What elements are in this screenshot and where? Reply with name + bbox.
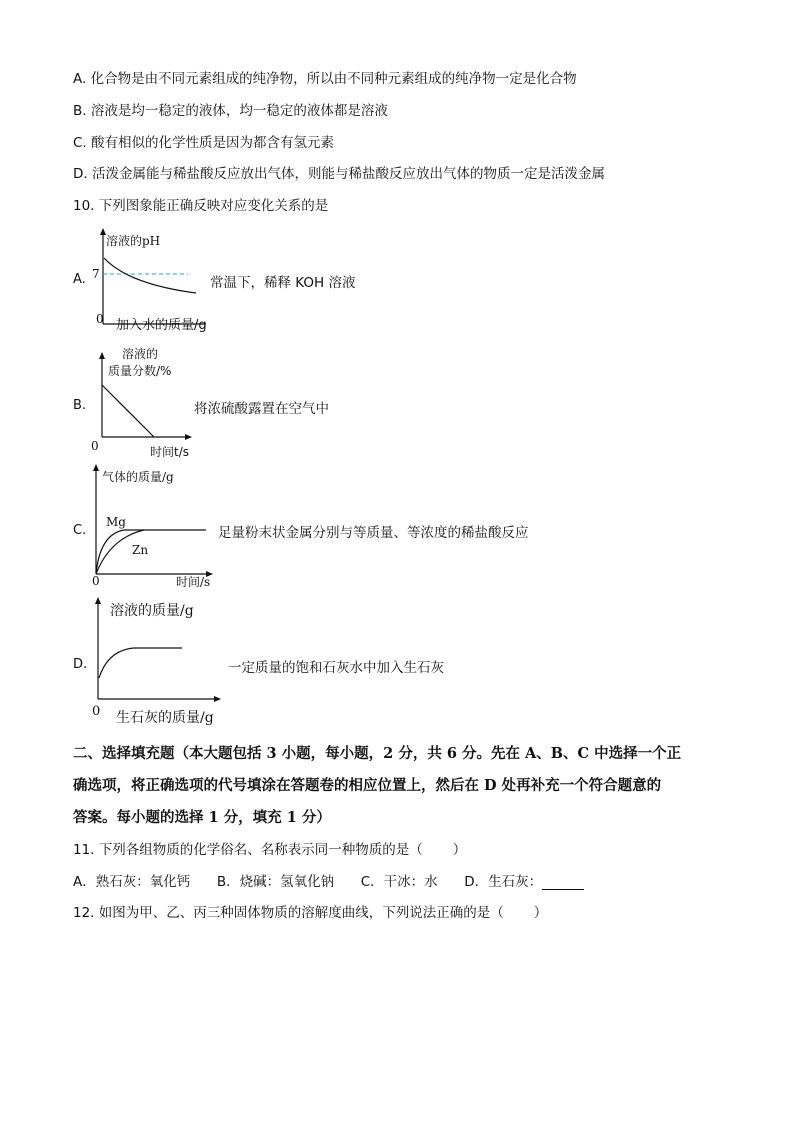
q12-stem — [73, 901, 547, 921]
q10-option-c-desc: 足量粉末状金属分别与等质量、等浓度的稀盐酸反应 — [218, 525, 529, 541]
graph-b-line — [102, 385, 154, 437]
graph-d-xlabel: 生石灰的质量/g — [116, 710, 214, 726]
q11-option-c: C．干冰：水 — [360, 874, 438, 890]
q10-option-d-desc: 一定质量的饱和石灰水中加入生石灰 — [228, 660, 444, 676]
q11-stem — [73, 838, 466, 858]
q11-option-b: B．烧碱：氢氧化钠 — [216, 874, 335, 890]
graph-a-xlabel: 加入水的质量/g — [116, 318, 207, 333]
graph-b-origin: 0 — [91, 439, 99, 453]
graph-a-curve — [104, 258, 196, 293]
graph-d-origin: 0 — [92, 704, 101, 719]
q9-option-b: B. 溶液是均一稳定的液体，均一稳定的液体都是溶液 — [73, 103, 388, 119]
graph-b-ylabel-2: 质量分数/% — [108, 364, 172, 378]
q9-option-d: D. 活泼金属能与稀盐酸反应放出气体，则能与稀盐酸反应放出气体的物质一定是活泼金属 — [73, 166, 605, 182]
graph-c-origin: 0 — [92, 574, 100, 588]
graph-b-xlabel: 时间t/s — [150, 445, 190, 459]
graph-d-ylabel: 溶液的质量/g — [110, 603, 194, 619]
graph-c-label-zn: Zn — [132, 543, 149, 557]
graph-d-y-arrow — [95, 597, 101, 604]
q10-option-b-desc: 将浓硫酸露置在空气中 — [194, 401, 329, 417]
graph-a-origin: 0 — [96, 312, 104, 326]
graph-d-x-arrow — [214, 696, 221, 702]
q10-option-c-letter: C. — [73, 523, 87, 538]
section2-line2: 确选项，将正确选项的代号填涂在答题卷的相应位置上，然后在 D 处再补充一个符合题意的 — [73, 777, 662, 794]
graph-c-xlabel: 时间/s — [176, 575, 211, 589]
graph-c-ylabel: 气体的质量/g — [102, 470, 174, 484]
q9-option-a: A. 化合物是由不同元素组成的纯净物，所以由不同种元素组成的纯净物一定是化合物 — [73, 71, 577, 87]
graph-b-ylabel-1: 溶液的 — [122, 347, 159, 361]
section2-line3: 答案。每小题的选择 1 分，填充 1 分） — [73, 809, 331, 826]
q11-stem-text: 11. 下列各组物质的化学俗名、名称表示同一种物质的是（ — [73, 842, 423, 858]
graph-b-x-arrow — [185, 434, 192, 440]
graph-a-ref-label: 7 — [92, 267, 100, 281]
q11-option-a: A．熟石灰：氧化钙 — [73, 874, 191, 890]
q11-options — [73, 870, 584, 890]
graph-c-label-mg: Mg — [106, 515, 126, 529]
q10-option-a-desc: 常温下，稀释 KOH 溶液 — [210, 275, 356, 291]
q11-stem-end: ） — [452, 842, 467, 858]
graph-c-y-arrow — [93, 464, 99, 471]
q10-graph-d — [88, 594, 238, 726]
q9-option-c: C. 酸有相似的化学性质是因为都含有氢元素 — [73, 135, 335, 151]
q10-graph-c — [88, 462, 218, 590]
q11-option-d: D．生石灰： — [464, 874, 543, 890]
q12-stem-end: ） — [533, 905, 548, 921]
q11-fill-blank[interactable] — [542, 877, 584, 890]
graph-a-ylabel: 溶液的pH — [106, 234, 161, 248]
graph-b-y-arrow — [99, 352, 105, 359]
graph-d-curve — [99, 648, 182, 678]
section2-line1: 二、选择填充题（本大题包括 3 小题，每小题，2 分，共 6 分。先在 A、B、C 中选择一个正 — [73, 745, 682, 762]
q10-stem: 10. 下列图象能正确反映对应变化关系的是 — [73, 198, 329, 214]
q10-option-a-letter: A. — [73, 272, 86, 287]
q10-option-b-letter: B. — [73, 398, 87, 413]
graph-c-curve-mg — [96, 530, 206, 574]
q12-stem-text: 12. 如图为甲、乙、丙三种固体物质的溶解度曲线，下列说法正确的是（ — [73, 905, 504, 921]
q10-option-d-letter: D. — [73, 657, 88, 672]
